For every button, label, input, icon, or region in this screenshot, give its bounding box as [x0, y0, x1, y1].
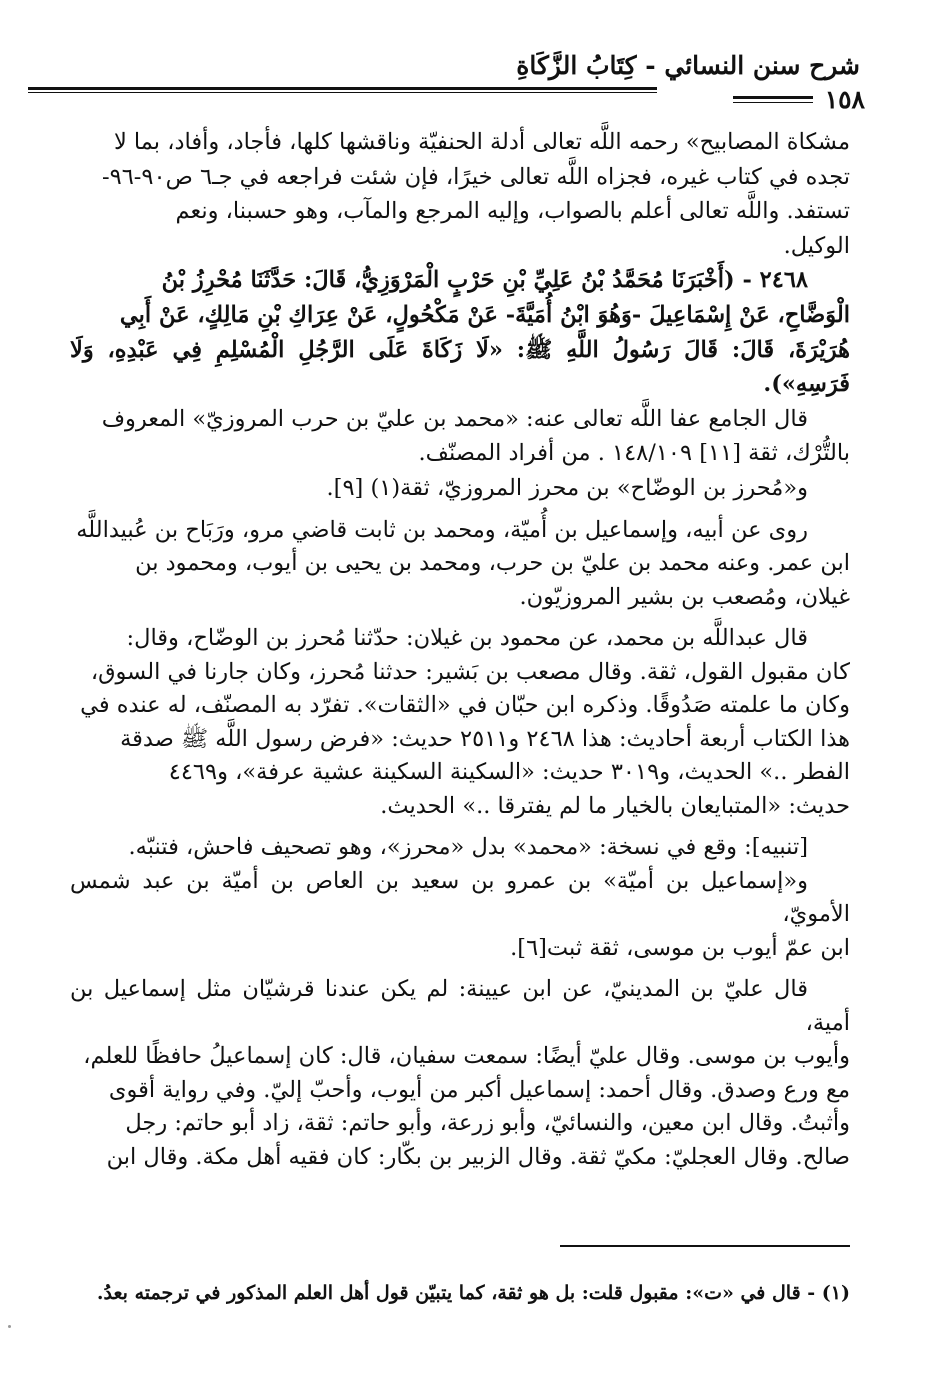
hadith-line: الْوَضَّاحِ، عَنْ إِسْمَاعِيلَ -وَهُوَ ابْنُ أُمَيَّةَ- عَنْ مَكْحُولٍ، عَنْ عِرَاكِ بْنِ مَالِكٍ، عَنْ أَبِي: [119, 301, 850, 328]
footnote-rule: [560, 1245, 850, 1247]
ali-line: مع ورع وصدق. وقال أحمد: إسماعيل أكبر من أيوب، وأحبّ إليّ. وفي رواية أقوى: [108, 1076, 850, 1103]
page-number: ١٥٨: [824, 84, 865, 114]
ali-line: قال عليّ بن المدينيّ، عن ابن عيينة: لم يكن عندنا قرشيّان مثل إسماعيل بن أمية،: [70, 976, 850, 1036]
qala-line: قال عبداللَّه بن محمد، عن محمود بن غيلان: حدّثنا مُحرز بن الوضّاح، وقال:: [126, 625, 808, 652]
scan-speck: [8, 1325, 11, 1328]
qala-line: الفطر ..» الحديث، و٣٠١٩ حديث: «السكينة السكينة عشية عرفة»، و٤٤٦٩: [168, 759, 850, 786]
intro-line: تجده في كتاب غيره، فجزاه اللَّه تعالى خيرًا، فإن شئت فراجعه في جـ٦ ص٩٠-٩٦-: [102, 163, 850, 190]
ali-line: وأثبتُ. وقال ابن معين، والنسائيّ، وأبو زرعة، وأبو حاتم: ثقة، زاد أبو حاتم: رجل: [125, 1110, 850, 1137]
hadith-line: هُرَيْرَةَ، قَالَ: قَالَ رَسُولُ اللَّهِ ﷺ: «لَا زَكَاةَ عَلَى الرَّجُلِ الْمُسْلِمِ فِي عَبْدِهِ، وَلَا فَرَسِهِ»).: [70, 336, 850, 398]
narrator-muhriz: و«مُحرز بن الوضّاح» بن محرز المروزيّ، ثقة(١) [٩].: [326, 474, 808, 501]
ismail-line: و«إسماعيل بن أميّة» بن عمرو بن سعيد بن العاص بن أميّة بن عبد شمس الأمويّ،: [70, 867, 850, 928]
folio-ornament: [733, 96, 813, 103]
jami-line: قال الجامع عفا اللَّه تعالى عنه: «محمد بن عليّ بن حرب المروزيّ» المعروف: [101, 405, 808, 432]
qala-line: هذا الكتاب أربعة أحاديث: هذا ٢٤٦٨ و٢٥١١ حديث: «فرض رسول اللَّه ﷺ صدقة: [120, 725, 850, 752]
ali-line: صالح. وقال العجليّ: مكيّ ثقة. وقال الزبير بن بكّار: كان فقيه أهل مكة. وقال ابن: [106, 1143, 850, 1170]
main-text: [70, 125, 850, 1174]
folio-block: [657, 82, 877, 116]
ismail-line: ابن عمّ أيوب بن موسى، ثقة ثبت[٦].: [510, 934, 850, 961]
jami-line: بالتُّرْك، ثقة [١١] ١٤٨/١٠٩ . من أفراد المصنّف.: [418, 440, 850, 467]
rawa-line: غيلان، ومُصعب بن بشير المروزيّون.: [519, 583, 850, 610]
ali-line: وأيوب بن موسى. وقال عليّ أيضًا: سمعت سفيان، قال: كان إسماعيلُ حافظًا للعلم،: [83, 1043, 850, 1070]
intro-line: مشكاة المصابيح» رحمه اللَّه تعالى أدلة الحنفيّة وناقشها كلها، فأجاد، وأفاد، بما لا: [113, 129, 850, 155]
running-title: شرح سنن النسائي - كِتَابُ الزَّكَاةِ: [516, 51, 860, 80]
qala-line: كان مقبول القول، ثقة. وقال مصعب بن بَشير: حدثنا مُحرز، وكان جارنا في السوق،: [90, 658, 850, 685]
rawa-line: روى عن أبيه، وإسماعيل بن أُميّة، ومحمد بن ثابت قاضي مرو، ورَبَاح بن عُبيداللَّه: [76, 516, 808, 543]
hadith-line: ٢٤٦٨ - (أَخْبَرَنَا مُحَمَّدُ بْنُ عَلِيِّ بْنِ حَرْبٍ الْمَرْوَزِيُّ، قَالَ: حَدَّثَنَا مُحْرِزُ بْنُ: [161, 267, 808, 294]
intro-line: الوكيل.: [783, 232, 850, 259]
footnote: (١) - قال في «ت»: مقبول قلت: بل هو ثقة، كما يتبيّن قول أهل العلم المذكور في ترجمته بعدُ.: [96, 1282, 850, 1304]
intro-line: تستفد. واللَّه تعالى أعلم بالصواب، وإليه المرجع والمآب، وهو حسبنا، ونعم: [175, 198, 850, 225]
qala-line: حديث: «المتبايعان بالخيار ما لم يفترقا ..» الحديث.: [380, 792, 850, 819]
rawa-line: ابن عمر. وعنه محمد بن عليّ بن حرب، ومحمد بن يحيى بن أيوب، ومحمود بن: [135, 550, 850, 577]
qala-line: وكان ما علمته صَدُوقًا. وذكره ابن حبّان في «الثقات». تفرّد به المصنّف، له عنده في: [80, 692, 850, 719]
tanbih-note: [تنبيه]: وقع في نسخة: «محمد» بدل «محرز»، وهو تصحيف فاحش، فتنبّه.: [128, 834, 808, 861]
